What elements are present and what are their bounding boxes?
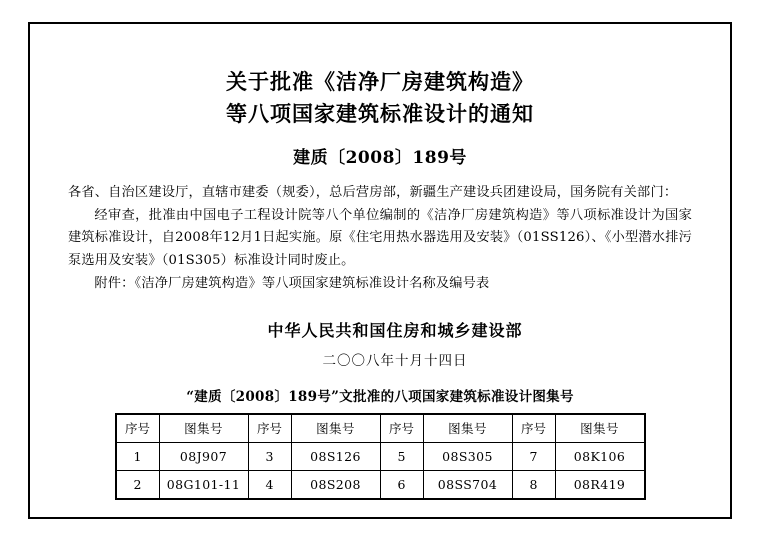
table-header-cell: 序号: [248, 414, 291, 443]
table-row: [116, 470, 645, 499]
table-cell: 2: [116, 470, 160, 499]
table-header-cell: 序号: [512, 414, 555, 443]
table-cell: 1: [116, 442, 160, 470]
signature-block: [68, 318, 692, 369]
atlas-number-table: [115, 413, 646, 500]
table-header-cell: 图集号: [159, 414, 248, 443]
document-border-frame: [28, 22, 732, 519]
document-number: 建质〔2008〕189号: [293, 148, 467, 168]
table-cell: 08K106: [555, 442, 645, 470]
table-header-cell: 序号: [380, 414, 423, 443]
title-line-2: 等八项国家建筑标准设计的通知: [226, 100, 534, 126]
table-cell: 08R419: [555, 470, 645, 499]
document-body: [68, 182, 692, 296]
table-caption: “建质〔2008〕189号”文批准的八项国家建筑标准设计图集号: [186, 388, 574, 405]
table-header-cell: 序号: [116, 414, 160, 443]
paragraph-attachment: 附件：《洁净厂房建筑构造》等八项国家建筑标准设计名称及编号表: [94, 275, 490, 291]
signature-organization: 中华人民共和国住房和城乡建设部: [267, 320, 523, 340]
table-cell: 08G101-11: [159, 470, 248, 499]
table-header-cell: 图集号: [555, 414, 645, 443]
document-title: [68, 66, 692, 129]
table-cell: 4: [248, 470, 291, 499]
table-row: [116, 442, 645, 470]
table-cell: 7: [512, 442, 555, 470]
table-header-row: [116, 414, 645, 443]
table-cell: 08S126: [291, 442, 380, 470]
table-cell: 08J907: [159, 442, 248, 470]
table-cell: 5: [380, 442, 423, 470]
title-line-1: 关于批准《洁净厂房建筑构造》: [226, 69, 534, 94]
table-cell: 08S305: [423, 442, 512, 470]
table-cell: 08S208: [291, 470, 380, 499]
table-cell: 3: [248, 442, 291, 470]
table-cell: 08SS704: [423, 470, 512, 499]
table-cell: 6: [380, 470, 423, 499]
paragraph-addressees: 各省、自治区建设厅，直辖市建委（规委），总后营房部，新疆生产建设兵团建设局，国务院有关部门：: [68, 185, 678, 200]
signature-date: 二〇〇八年十月十四日: [322, 352, 468, 369]
document-content: [30, 24, 730, 517]
table-cell: 8: [512, 470, 555, 499]
paragraph-approval: 经审查，批准由中国电子工程设计院等八个单位编制的《洁净厂房建筑构造》等八项标准设计为国家建筑标准设计，自2008年12月1日起实施。原《住宅用热水器选用及安装》（01SS126）、《小型潜水排污泵选用及安装》（01S305）标准设计同时废止。: [68, 207, 692, 269]
table-header-cell: 图集号: [423, 414, 512, 443]
atlas-table-wrapper: [68, 413, 692, 500]
table-header-cell: 图集号: [291, 414, 380, 443]
